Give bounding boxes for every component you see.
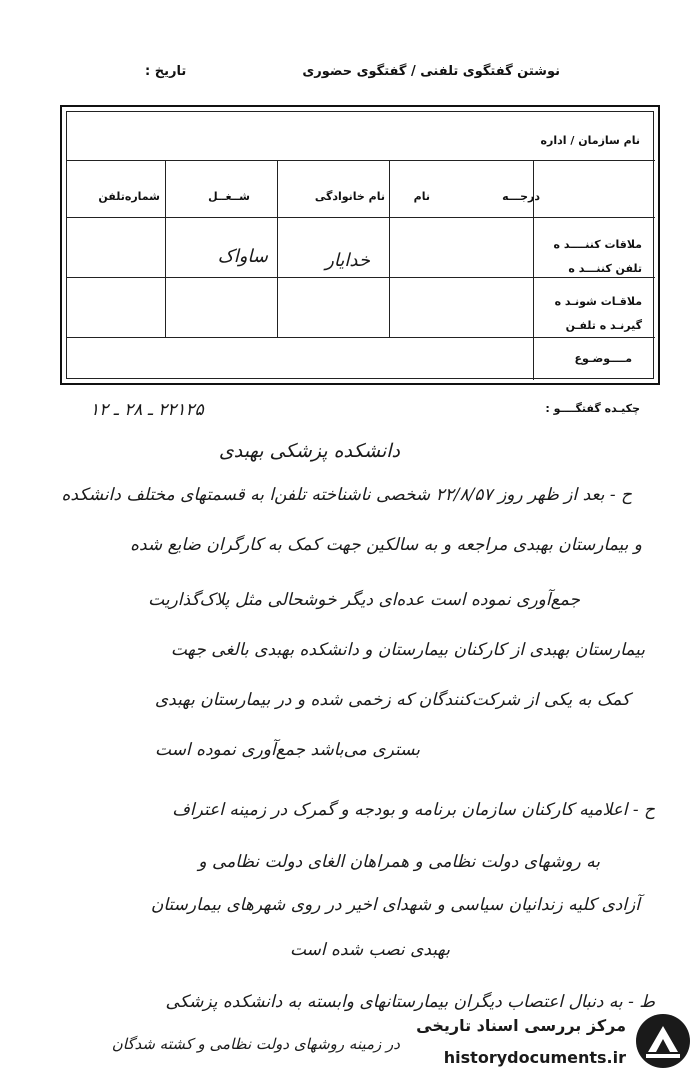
last-name-value: خدایار bbox=[325, 250, 370, 271]
job-value: ساواک bbox=[217, 246, 268, 267]
col-first-name: نام bbox=[413, 190, 430, 203]
body-line: دانشکده پزشکی بهبدی bbox=[218, 440, 400, 462]
body-line: در زمینه روشهای دولت نظامی و کشته شدگان bbox=[111, 1035, 400, 1053]
summary-label: چکیـده گفتگــــو : bbox=[545, 402, 640, 415]
visited-label: ملاقـات شونـد ه bbox=[554, 295, 642, 308]
body-line: بیمارستان بهبدی از کارکنان بیمارستان و دانشکده بهبدی بالغی جهت bbox=[170, 640, 645, 660]
watermark bbox=[392, 1010, 692, 1078]
date-label: تاریخ : bbox=[145, 64, 187, 79]
watermark-title: مرکز بررسی اسناد تاریخی bbox=[416, 1016, 626, 1035]
body-line: ط - به دنبال اعتصاب دیگران بیمارستانهای وابسته به دانشکده پزشکی bbox=[165, 992, 655, 1012]
form-title: نوشتن گفتگوی تلفنی / گفتگوی حضوری bbox=[302, 64, 560, 79]
body-line: جمع‌آوری نموده است عده‌ای دیگر خوشحالی مثل پلاک‌گذاریت bbox=[148, 590, 580, 610]
body-line: ح - بعد از ظهر روز ۲۲/۸/۵۷ شخصی ناشناخته تلفن‌ا به قسمتهای مختلف دانشکده bbox=[61, 485, 632, 505]
body-line: آزادی کلیه زندانیان سیاسی و شهدای اخیر در روی شهرهای بیمارستان bbox=[150, 895, 640, 915]
archive-logo-icon bbox=[634, 1012, 692, 1070]
body-line: کمک به یکی از شرکت‌کنندگان که زخمی شده و در بیمارستان بهبدی bbox=[154, 690, 630, 710]
receiver-label: گیرنـد ه تلفـن bbox=[565, 319, 642, 332]
row-divider bbox=[67, 217, 655, 218]
body-line: بستری می‌باشد جمع‌آوری نموده است bbox=[155, 740, 420, 760]
col-job: شــغــل bbox=[208, 190, 250, 203]
col-rank: درجـــه bbox=[502, 190, 540, 203]
col-phone: شماره‌تلفن bbox=[98, 190, 160, 203]
body-line: ح - اعلامیه کارکنان سازمان برنامه و بودجه و گمرک در زمینه اعتراف bbox=[172, 800, 655, 820]
body-line: به روشهای دولت نظامی و همراهان الغای دولت نظامی و bbox=[198, 852, 600, 872]
body-line: بهبدی نصب شده است bbox=[289, 940, 450, 960]
watermark-url: historydocuments.ir bbox=[443, 1048, 626, 1067]
subject-label: مــــوضـوع bbox=[574, 352, 632, 365]
col-divider bbox=[389, 160, 390, 337]
org-label: نام سازمان / اداره bbox=[540, 134, 640, 147]
col-divider bbox=[165, 160, 166, 337]
row-divider bbox=[67, 160, 655, 161]
row-divider bbox=[67, 337, 655, 338]
col-divider bbox=[277, 160, 278, 337]
body-line: و بیمارستان بهبدی مراجعه و به سالکین جهت کمک به کارگران ضایع شده bbox=[130, 535, 642, 555]
col-last-name: نام خانوادگی bbox=[314, 190, 385, 203]
caller-label: تلفن کننـــد ه bbox=[568, 262, 642, 275]
reference-number: ۲۲۱۲۵ ـ ۲۸ ـ ۱۲ bbox=[90, 400, 204, 420]
row-divider bbox=[67, 277, 655, 278]
visitor-label: ملاقات کننــــد ه bbox=[553, 238, 642, 251]
